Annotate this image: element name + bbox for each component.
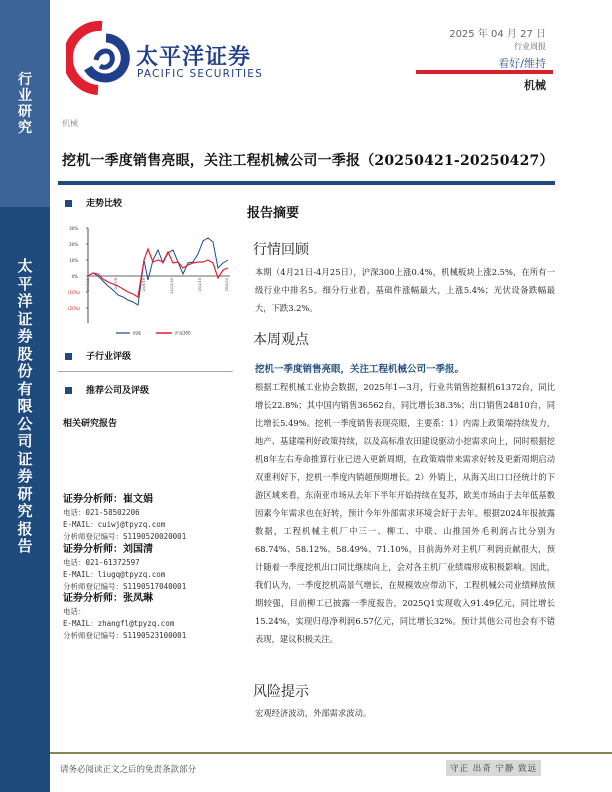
weekly-view-highlight: 挖机一季度销售亮眼，关注工程机械公司一季报。 xyxy=(255,364,465,375)
analyst-phone: 电话：021-58502206 xyxy=(63,508,140,517)
breadcrumb: 机械 xyxy=(62,119,78,128)
legend-hs300: 沪深300 xyxy=(175,330,191,336)
svg-text:24/11/30: 24/11/30 xyxy=(170,278,174,294)
recommended-companies-heading: 推荐公司及评级 xyxy=(65,383,149,396)
footer-disclaimer: 请务必阅读正文之后的免责条款部分 xyxy=(60,765,197,775)
svg-text:(10%): (10%) xyxy=(67,290,80,295)
svg-text:24/7/9: 24/7/9 xyxy=(114,278,118,290)
svg-text:25/4/23: 25/4/23 xyxy=(225,278,229,292)
report-type: 行业周报 xyxy=(514,42,546,51)
svg-text:(20%): (20%) xyxy=(67,306,80,311)
sidebar-label-company: 太 平 洋 证 券 股 份 有 限 公 司 证 券 研 究 报 告 xyxy=(17,257,33,555)
analyst-email[interactable]: E-MAIL：cuiwj@tpyzq.com xyxy=(63,520,166,529)
legend-machinery: 机械 xyxy=(133,330,141,336)
title-divider xyxy=(58,181,555,185)
header-divider xyxy=(416,70,553,74)
analyst-card xyxy=(63,592,243,642)
left-divider xyxy=(58,371,233,372)
analyst-card xyxy=(63,543,243,593)
summary-heading: 报告摘要 xyxy=(247,206,300,221)
analyst-email[interactable]: E-MAIL：zhangfl@tpyzq.com xyxy=(63,619,175,628)
industry-rating: 看好/维持 xyxy=(498,57,546,70)
page-title: 挖机一季度销售亮眼，关注工程机械公司一季报（20250421-20250427） xyxy=(62,153,554,169)
analyst-reg-no: 分析师登记编号：S1190517040001 xyxy=(63,582,187,591)
analyst-reg-no: 分析师登记编号：S1190523100001 xyxy=(63,631,187,640)
related-reports-heading: 相关研究报告 xyxy=(63,419,118,429)
svg-text:24/4/29: 24/4/29 xyxy=(86,278,90,292)
y-tick-30: 30% xyxy=(69,226,78,231)
sub-industry-rating-heading: 子行业评级 xyxy=(65,349,131,362)
market-review-heading: 行情回顾 xyxy=(253,242,309,258)
svg-text:24/9/19: 24/9/19 xyxy=(142,278,146,292)
svg-text:25/2/10: 25/2/10 xyxy=(198,278,202,292)
market-review-text: 本期（4月21日-4月25日），沪深300上涨0.4%，机械板块上涨2.5%，在所有一级行业中排名5。细分行业看，基础件涨幅最大，上涨5.4%；光伏设备跌幅最大，下跌3.2%。 xyxy=(255,267,555,313)
footer-divider xyxy=(50,752,612,754)
analyst-name: 证券分析师：崔文娟 xyxy=(63,494,153,505)
bullet-square-icon xyxy=(65,353,72,360)
industry-name: 机械 xyxy=(524,79,546,92)
risk-text: 宏观经济波动，外部需求波动。 xyxy=(255,708,372,718)
analyst-email[interactable]: E-MAIL：liugq@tpyzq.com xyxy=(63,570,166,579)
bullet-square-icon xyxy=(65,200,72,207)
weekly-view-heading: 本周观点 xyxy=(253,332,309,348)
analyst-name: 证券分析师：刘国清 xyxy=(63,544,153,555)
logo-chinese-name: 太平洋证券 xyxy=(136,45,252,70)
analyst-phone: 电话：021-61372597 xyxy=(63,558,140,567)
bullet-square-icon xyxy=(65,387,72,394)
analyst-phone: 电话： xyxy=(63,607,86,616)
weekly-view-text: 根据工程机械工业协会数据，2025年1—3月，行业共销售挖掘机61372台，同比增长22.8%；其中国内销售36562台，同比增长38.3%；出口销售24810台，同比增长5.49%。挖机一季度销售表现亮眼，主要系：1）内需上政策端持续发力，地产、基建端利好政策持续，以及高标准农田建设驱动小挖需求向上，同时根据挖机8年左右寿命推算行业已进入更新周期，在政策端带来需求好转及更新周期启动双重利好下，挖机一季度内销超预期增长。2）外销上，从海关出口口径统计的下游区域来看，东南亚市场从去年下半年开始持续在复苏，欧美市场由于去年低基数因素今年需求也在好转，预计今年外部需求环境会好于去年。根据2024年报披露数据，工程机械主机厂中三一、柳工、中联、山推国外毛利润占比分别为68.74%、58.12%、58.49%、71.10%，目前海外对主机厂利润贡献很大，预计随着一季度挖机出口同比继续向上，会对各主机厂业绩端形成积极影响。因此，我们认为，一季度挖机高景气增长，在规模效应带动下，工程机械公司业绩释放预期较强，目前柳工已披露一季度报告，2025Q1实现收入91.49亿元，同比增长15.24%，实现归母净利润6.57亿元，同比增长32%。预计其他公司也会有不错表现，建议积极关注。 xyxy=(255,382,555,644)
analyst-reg-no: 分析师登记编号：S1190520020001 xyxy=(63,532,187,541)
trend-heading: 走势比较 xyxy=(65,196,122,209)
analyst-name: 证券分析师：张凤琳 xyxy=(63,593,153,604)
sidebar-label-industry-research: 行 业 研 究 xyxy=(18,72,32,136)
report-date: 2025 年 04 月 27 日 xyxy=(449,29,546,40)
svg-text:10%: 10% xyxy=(69,258,78,263)
logo-english-name: PACIFIC SECURITIES xyxy=(137,68,264,80)
analyst-card xyxy=(63,493,243,543)
svg-text:0%: 0% xyxy=(71,274,78,279)
footer-motto: 守正 出奇 宁静 致远 xyxy=(446,760,541,776)
risk-heading: 风险提示 xyxy=(253,684,309,700)
svg-text:20%: 20% xyxy=(69,242,78,247)
trend-chart xyxy=(58,220,234,340)
